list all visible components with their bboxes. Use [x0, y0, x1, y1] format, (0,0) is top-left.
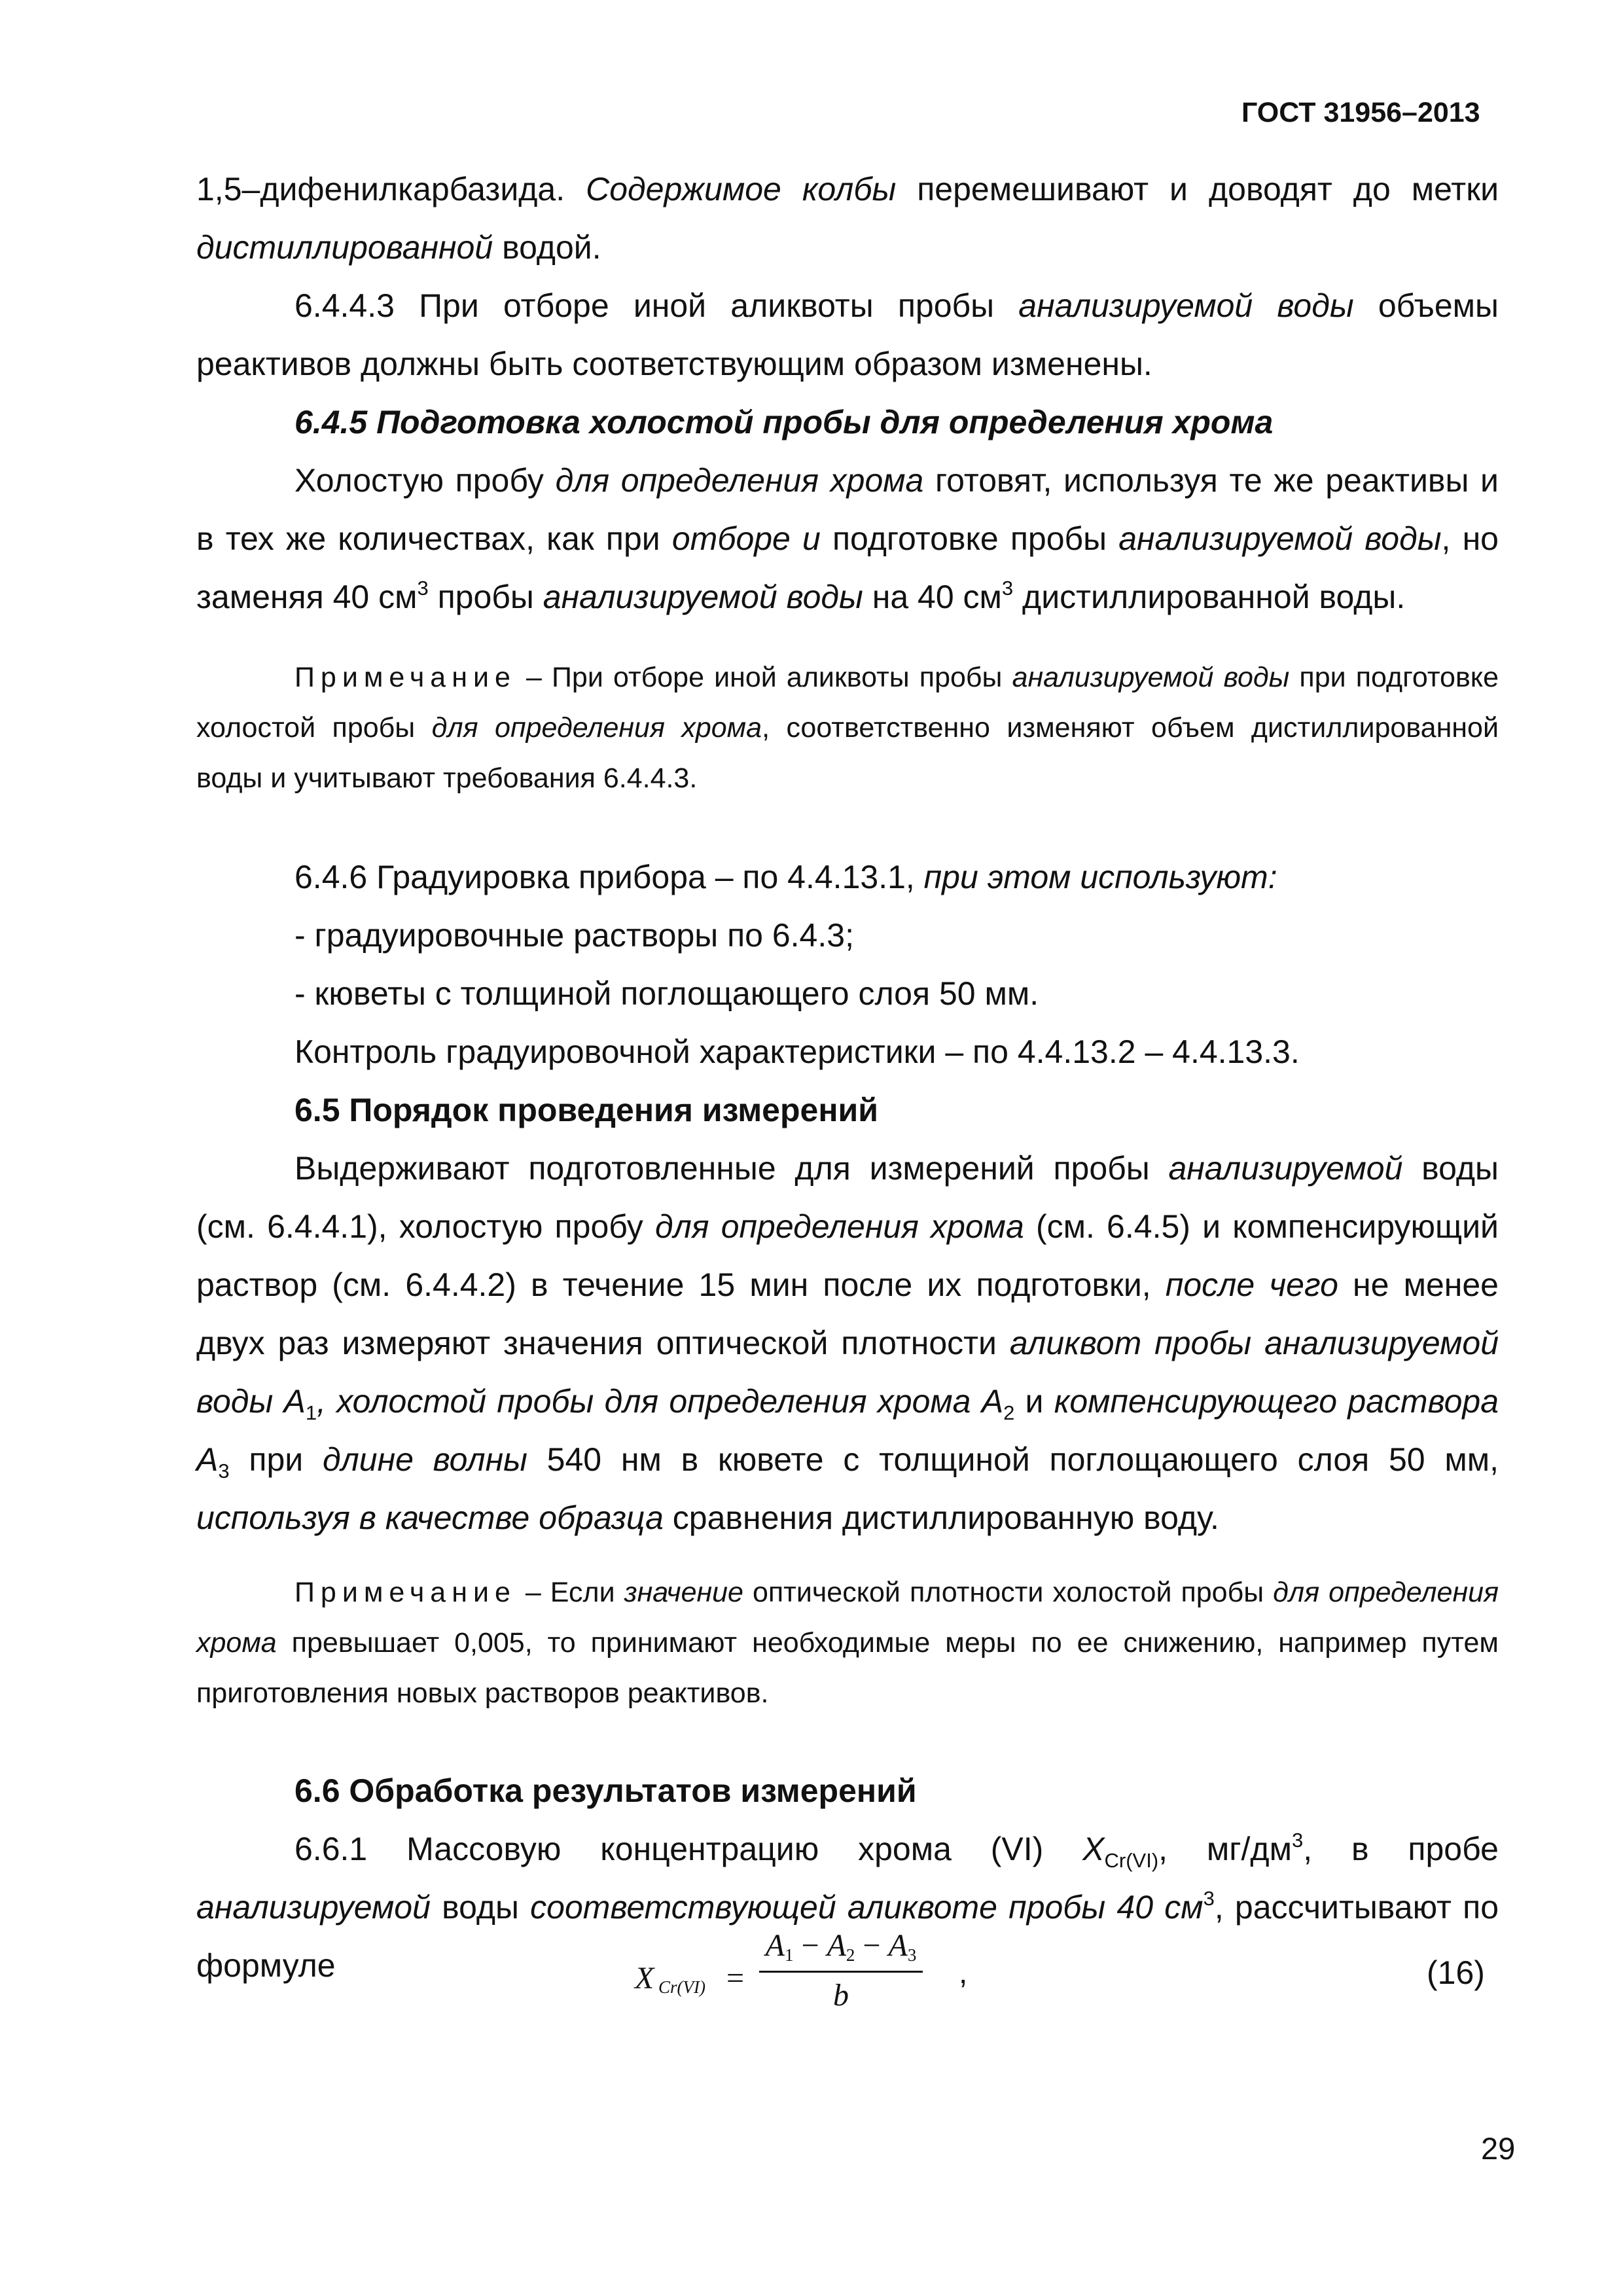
paragraph-control: Контроль градуировочной характеристики – по 4.4.13.2 – 4.4.13.3. [294, 1033, 1300, 1070]
paragraph-measurement: Выдерживают подготовленные для измерений пробы анализируемой воды (см. 6.4.4.1), холостую пробу для определения хрома (см. 6.4.5) и компенсирующий раствор (см. 6.4.4.2) в течение 15 мин после их подготовки, после чего не менее двух раз измеряют значения оптической плотности аликвот пробы анализируемой воды $А_1$, холостой пробы для определения хрома $А_2$ и компенсирующего раствора $А_3$ при длине волны 540 нм в кювете с толщиной поглощающего слоя 50 мм, используя в качестве образца сравнения дистиллированную воду. [196, 1150, 1499, 1536]
heading-6-6: 6.6 Обработка результатов измерений [294, 1772, 917, 1809]
heading-6-4-5: 6.4.5 Подготовка холостой пробы для определения хрома [294, 404, 1274, 440]
formula-lhs-subscript: Cr(VI) [658, 1977, 705, 1997]
formula-equals: = [726, 1961, 745, 1996]
formula-number: (16) [1427, 1954, 1485, 1991]
document-code: ГОСТ 31956–2013 [1241, 97, 1480, 128]
paragraph-blank-sample: Холостую пробу для определения хрома готовят, используя те же реактивы и в тех же количествах, как при отборе и подготовке пробы анализируемой воды, но заменяя 40 $см^3$ пробы анализируемой воды на 40 $см^3$ дистиллированной воды. [196, 462, 1499, 615]
list-item: - градуировочные растворы по 6.4.3; [294, 917, 854, 954]
paragraph-6-6-1: 6.6.1 Массовую концентрацию хрома (VI) $X_{Cr(VI)}$, $мг/дм^3$, в пробе анализируемой воды соответствующей аликвоте пробы 40 $см^3$, рассчитывают по формуле [196, 1829, 1499, 1984]
heading-6-5: 6.5 Порядок проведения измерений [294, 1092, 879, 1128]
formula-lhs: X [635, 1961, 654, 1996]
note-1: Примечание – При отборе иной аликвоты пробы анализируемой воды при подготовке холостой пробы для определения хрома, соответственно изменяют объем дистиллированной воды и учитывают требования 6.4.4.3. [196, 662, 1499, 794]
formula-comma: , [959, 1956, 968, 1990]
section-top [196, 160, 1499, 626]
formula-denominator: b [833, 1978, 849, 2013]
page-number: 29 [1481, 2131, 1516, 2166]
note-label: Примечание [294, 662, 516, 693]
paragraph-6-4-6: 6.4.6 Градуировка прибора – по 4.4.13.1, при этом используют: [294, 859, 1277, 895]
fraction-bar [759, 1971, 923, 1973]
paragraph-6-4-4-3: 6.4.4.3 При отборе иной аликвоты пробы анализируемой воды объемы реактивов должны быть соответствующим образом изменены. [196, 287, 1499, 382]
section-middle [196, 848, 1499, 1547]
formula-16 [196, 1928, 1499, 2026]
list-item: - кюветы с толщиной поглощающего слоя 50 мм. [294, 975, 1039, 1012]
formula-numerator: $A_1 - A_2 - A_3$ [765, 1928, 917, 1965]
paragraph-continuation: 1,5–дифенилкарбазида. Содержимое колбы перемешивают и доводят до метки дистиллированной водой. [196, 171, 1499, 266]
note-2: Примечание – Если значение оптической плотности холостой пробы для определения хрома превышает 0,005, то принимают необходимые меры по ее снижению, например путем приготовления новых растворов реактивов. [196, 1577, 1499, 1709]
note-label: Примечание [294, 1577, 516, 1608]
